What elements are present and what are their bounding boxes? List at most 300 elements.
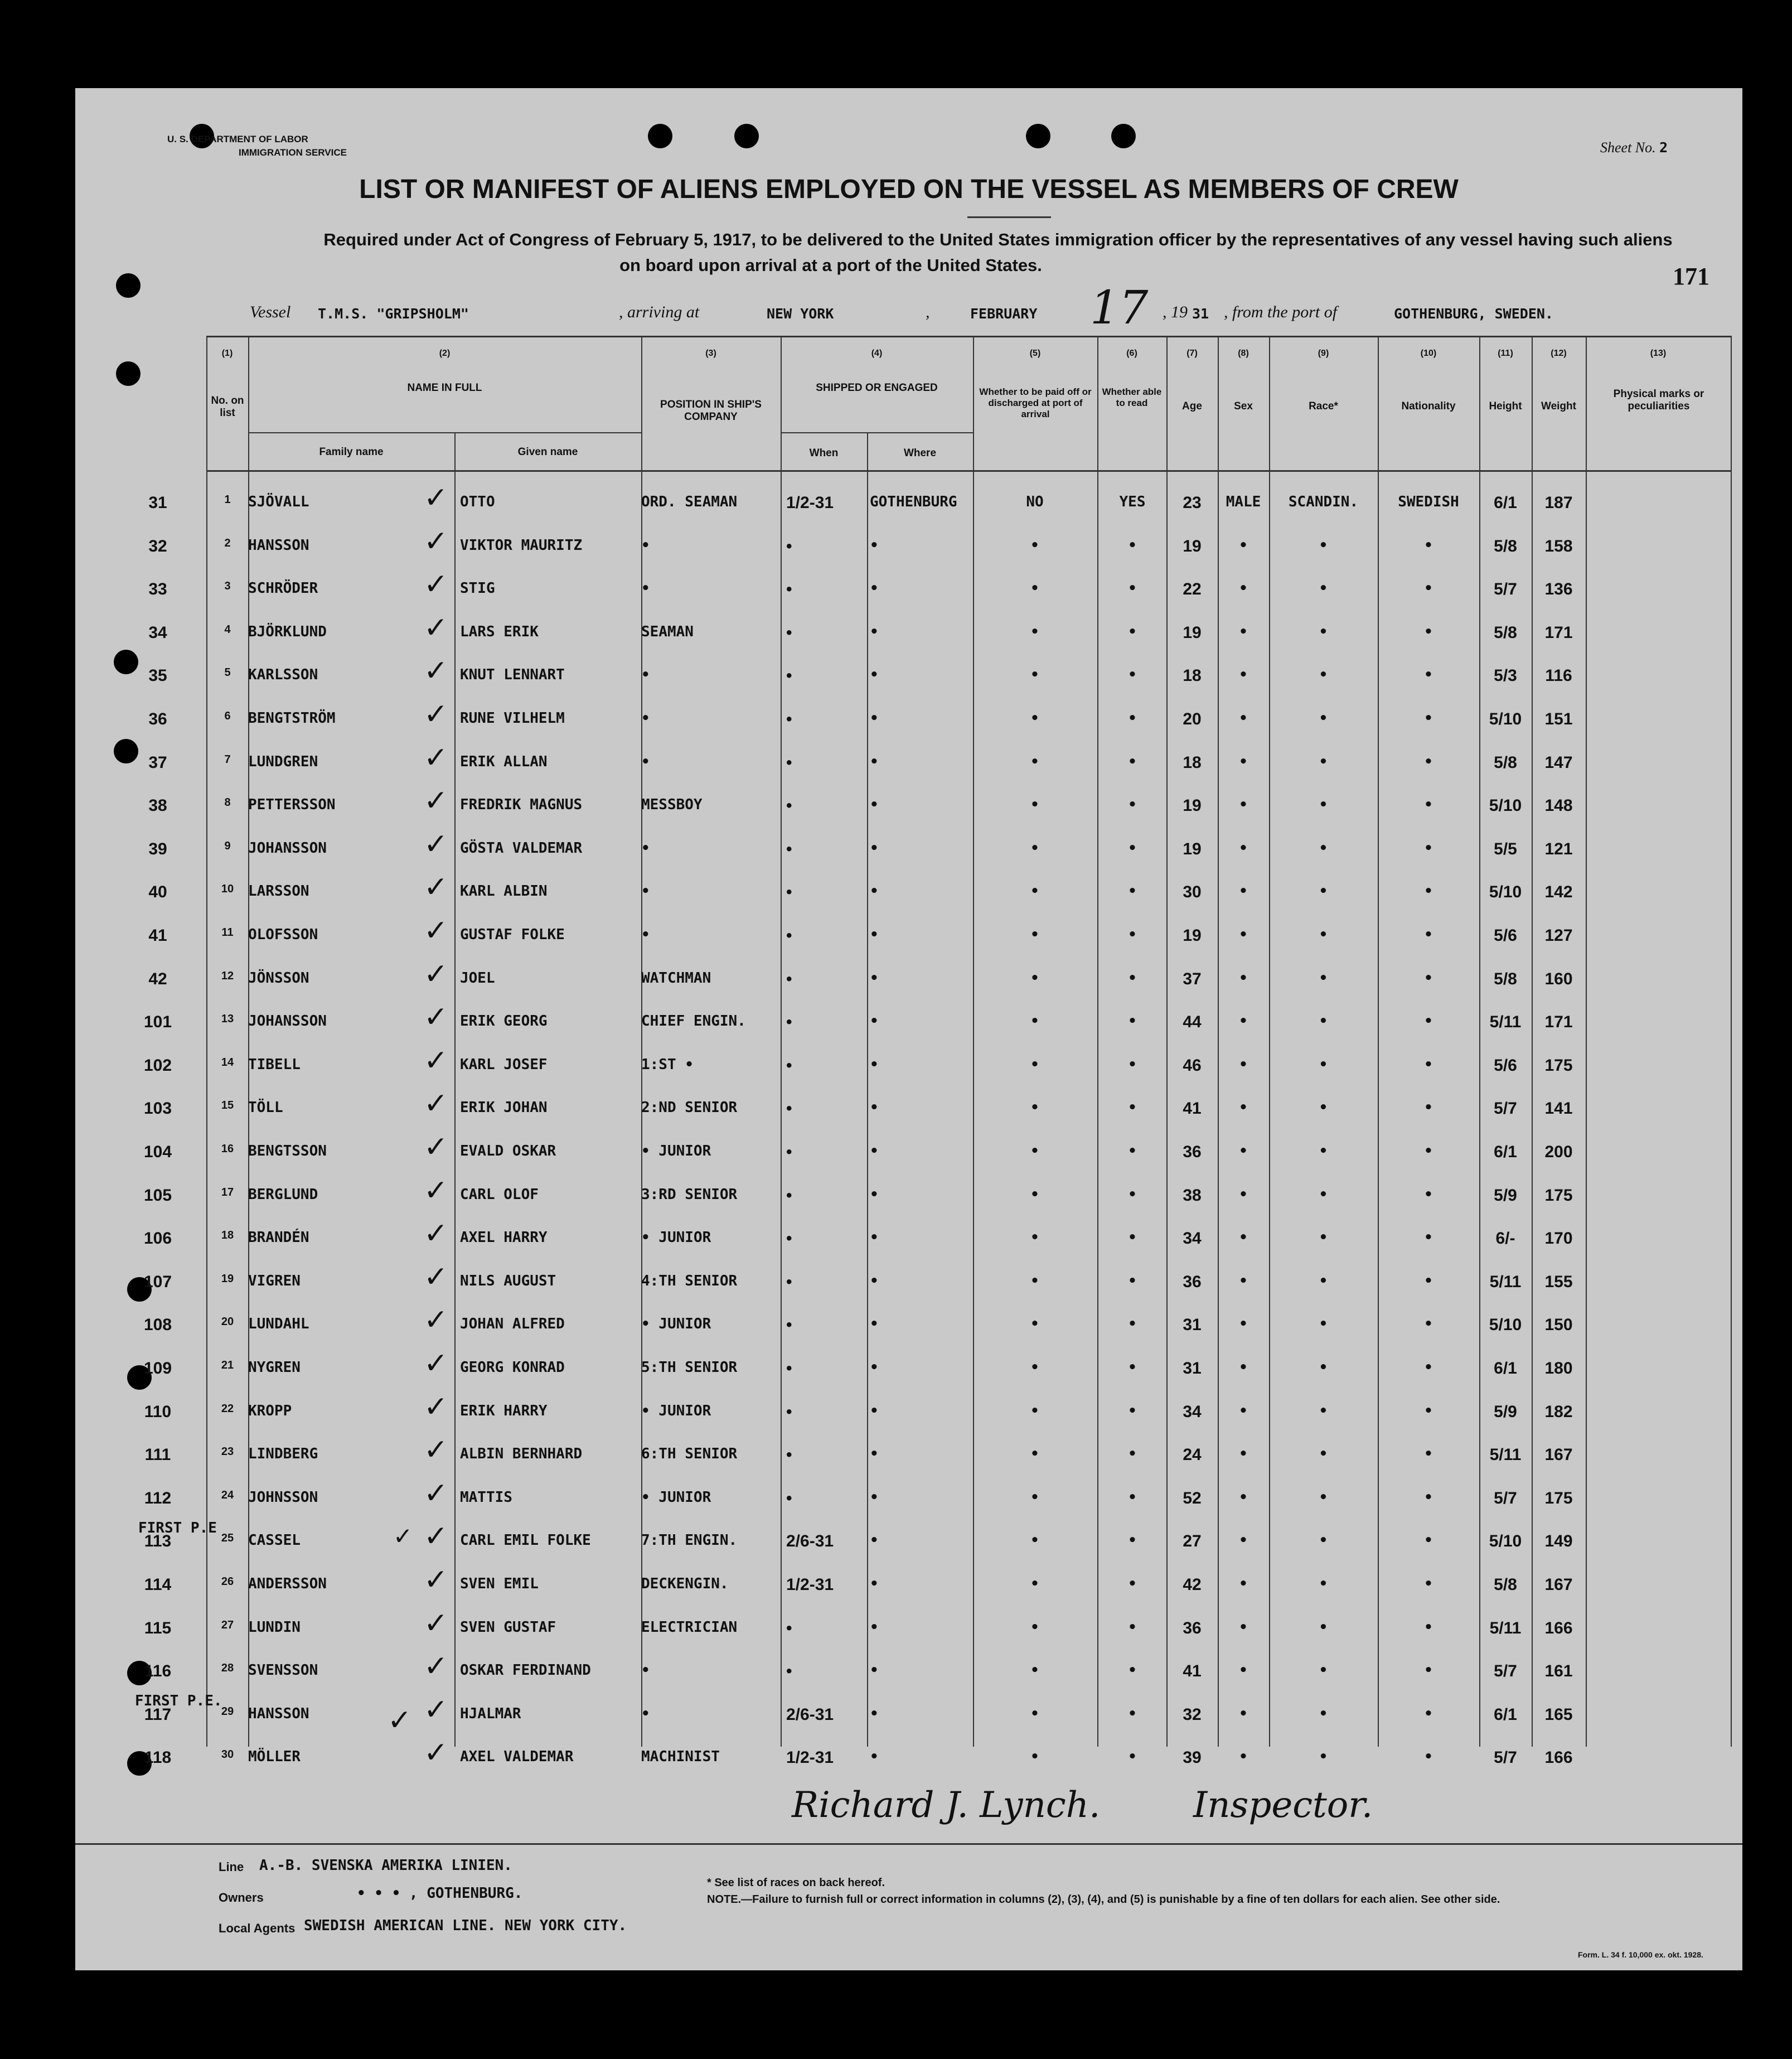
shipped-subheader-rule <box>781 432 973 433</box>
shipped-when: • <box>786 1099 792 1118</box>
given-name: ERIK HARRY <box>460 1403 548 1419</box>
family-name: BERGLUND <box>248 1186 318 1203</box>
height: 6/- <box>1495 1229 1515 1248</box>
race: • <box>1319 753 1328 770</box>
race: • <box>1319 840 1328 857</box>
race-note: * See list of races on back hereof. <box>707 1877 885 1889</box>
shipped-where: • <box>870 580 879 597</box>
sex: • <box>1239 796 1248 813</box>
height: 5/10 <box>1489 710 1522 728</box>
race: • <box>1319 1532 1328 1549</box>
row-margin-number: 32 <box>148 537 167 555</box>
position: • <box>641 666 650 683</box>
row-margin-number: 113 <box>144 1532 172 1550</box>
sex: • <box>1239 624 1248 640</box>
age: 30 <box>1183 883 1202 901</box>
first-pe-annotation: FIRST P.E <box>138 1520 217 1536</box>
position: MESSBOY <box>641 796 703 813</box>
age: 23 <box>1183 494 1202 512</box>
shipped-where: • <box>870 1099 879 1116</box>
able-to-read: • <box>1128 1532 1137 1549</box>
nationality: • <box>1424 796 1433 813</box>
shipped-when: • <box>786 1662 792 1680</box>
sex: • <box>1239 1662 1248 1679</box>
checkmark-icon: ✓ <box>424 1693 448 1727</box>
checkmark-icon: ✓ <box>424 828 448 861</box>
weight: 151 <box>1544 710 1573 728</box>
position: 5:TH SENIOR <box>641 1359 738 1376</box>
shipped-where: • <box>870 1619 879 1636</box>
nationality: • <box>1424 624 1433 640</box>
given-name: AXEL VALDEMAR <box>460 1748 574 1765</box>
weight: 116 <box>1545 666 1572 685</box>
position: • <box>641 537 650 554</box>
weight: 182 <box>1544 1403 1573 1421</box>
shipped-where: • <box>870 1403 879 1419</box>
race: • <box>1319 1229 1328 1246</box>
family-name: SVENSSON <box>248 1662 318 1679</box>
race: • <box>1319 1662 1328 1679</box>
row-number: 1 <box>224 494 231 506</box>
weight: 150 <box>1544 1316 1573 1334</box>
age: 36 <box>1183 1273 1202 1291</box>
col-num: (5) <box>1029 349 1041 358</box>
header-marks: Physical marks or peculiarities <box>1613 388 1704 412</box>
age: 37 <box>1183 970 1202 988</box>
able-to-read: • <box>1128 1013 1137 1030</box>
given-name: JOEL <box>460 970 495 987</box>
weight: 142 <box>1544 883 1573 901</box>
shipped-when: • <box>786 1316 792 1334</box>
col-num: (3) <box>705 349 716 358</box>
age: 31 <box>1183 1359 1202 1378</box>
shipped-when: • <box>786 926 792 945</box>
race: • <box>1319 796 1328 813</box>
able-to-read: YES <box>1119 494 1146 510</box>
paid-off: • <box>1030 666 1039 683</box>
age: 52 <box>1183 1489 1202 1507</box>
given-name: KARL ALBIN <box>460 883 548 900</box>
row-margin-number: 31 <box>148 494 167 512</box>
weight: 141 <box>1544 1099 1573 1118</box>
header-able-to-read: Whether able to read <box>1102 386 1162 408</box>
line-label: Line <box>219 1860 244 1874</box>
given-name: CARL EMIL FOLKE <box>460 1532 591 1549</box>
shipped-when: • <box>786 883 792 901</box>
nationality: • <box>1424 1575 1433 1592</box>
sex: • <box>1239 1748 1248 1765</box>
shipped-when: • <box>786 1273 792 1291</box>
shipped-when: • <box>786 1446 792 1464</box>
race: • <box>1319 1013 1328 1030</box>
given-name: CARL OLOF <box>460 1186 539 1203</box>
name-subheader-rule <box>248 432 641 433</box>
row-margin-number: 33 <box>148 580 167 598</box>
able-to-read: • <box>1128 1143 1137 1159</box>
row-number: 28 <box>221 1662 234 1674</box>
row-number: 4 <box>224 624 231 636</box>
sex: • <box>1239 970 1248 987</box>
weight: 200 <box>1544 1143 1573 1161</box>
owners-value: • • • , GOTHENBURG. <box>357 1885 523 1902</box>
sheet-label: Sheet No. <box>1600 139 1656 156</box>
extra-checkmark: ✓ <box>393 1522 413 1550</box>
height: 5/6 <box>1494 1056 1517 1075</box>
checkmark-icon: ✓ <box>424 525 448 558</box>
given-name: STIG <box>460 580 495 597</box>
row-number: 18 <box>221 1229 234 1241</box>
checkmark-icon: ✓ <box>424 958 448 991</box>
penalty-note: NOTE.—Failure to furnish full or correct information in columns (2), (3), (4), and (5) is punishable by a fine of ten dollars for each alien. See other side. <box>707 1893 1500 1906</box>
shipped-when: • <box>786 1403 792 1421</box>
row-number: 5 <box>224 666 231 679</box>
family-name: HANSSON <box>248 537 309 554</box>
header-when: When <box>809 447 839 459</box>
weight: 175 <box>1544 1186 1573 1205</box>
position: 6:TH SENIOR <box>641 1446 738 1462</box>
given-name: LARS ERIK <box>460 624 539 640</box>
paid-off: • <box>1030 970 1039 987</box>
sex: • <box>1239 1705 1248 1722</box>
weight: 158 <box>1544 537 1573 555</box>
row-number: 21 <box>221 1359 234 1371</box>
weight: 121 <box>1544 840 1573 858</box>
shipped-when: • <box>786 537 792 555</box>
form-number: Form. L. 34 f. 10,000 ex. okt. 1928. <box>1578 1950 1703 1959</box>
row-number: 14 <box>221 1056 234 1069</box>
nationality: • <box>1424 1403 1433 1419</box>
weight: 161 <box>1544 1662 1573 1680</box>
paid-off: • <box>1030 1099 1039 1116</box>
shipped-where: • <box>870 1273 879 1289</box>
height: 5/11 <box>1489 1446 1522 1464</box>
row-margin-number: 118 <box>144 1748 172 1767</box>
shipped-where: • <box>870 666 879 683</box>
col-num: (12) <box>1551 349 1567 358</box>
row-margin-number: 41 <box>148 926 167 945</box>
age: 36 <box>1183 1619 1202 1637</box>
position: 1:ST • <box>641 1056 694 1073</box>
family-name: TIBELL <box>248 1056 301 1073</box>
able-to-read: • <box>1128 537 1137 554</box>
row-margin-number: 34 <box>148 624 167 642</box>
shipped-where: • <box>870 710 879 727</box>
row-number: 16 <box>221 1143 234 1155</box>
paid-off: • <box>1030 1186 1039 1203</box>
able-to-read: • <box>1128 1446 1137 1462</box>
checkmark-icon: ✓ <box>424 1217 448 1250</box>
comma: , <box>926 303 930 321</box>
paid-off: • <box>1030 1056 1039 1073</box>
age: 32 <box>1183 1705 1202 1724</box>
row-number: 15 <box>221 1099 234 1111</box>
shipped-where: • <box>870 840 879 857</box>
paid-off: • <box>1030 1143 1039 1159</box>
checkmark-icon: ✓ <box>424 1087 448 1120</box>
family-name: BRANDÉN <box>248 1229 309 1246</box>
age: 31 <box>1183 1316 1202 1334</box>
port-value: GOTHENBURG, SWEDEN. <box>1394 306 1553 322</box>
shipped-where: GOTHENBURG <box>870 494 957 510</box>
row-margin-number: 105 <box>143 1186 172 1205</box>
shipped-when: • <box>786 1229 792 1248</box>
nationality: • <box>1424 840 1433 857</box>
first-pe-annotation: FIRST P.E. <box>135 1693 222 1709</box>
row-number: 11 <box>221 926 234 939</box>
sex: • <box>1239 753 1248 770</box>
able-to-read: • <box>1128 970 1137 987</box>
position: • JUNIOR <box>641 1489 711 1506</box>
position: • <box>641 1705 650 1722</box>
position: • JUNIOR <box>641 1403 711 1419</box>
shipped-where: • <box>870 1229 879 1246</box>
shipped-where: • <box>870 1186 879 1203</box>
sex: • <box>1239 1143 1248 1159</box>
given-name: FREDRIK MAGNUS <box>460 796 583 813</box>
col-divider <box>454 432 456 1747</box>
header-name-in-full: NAME IN FULL <box>407 382 482 394</box>
row-margin-number: 102 <box>143 1056 172 1075</box>
able-to-read: • <box>1128 1099 1137 1116</box>
row-margin-number: 111 <box>144 1446 171 1464</box>
nationality: • <box>1424 1662 1433 1679</box>
shipped-where: • <box>870 753 879 770</box>
header-given-name: Given name <box>517 446 578 458</box>
nationality: • <box>1424 970 1433 987</box>
year-prefix: , 19 <box>1163 303 1188 321</box>
owners-label: Owners <box>219 1891 264 1905</box>
binder-hole <box>1026 124 1050 148</box>
family-name: JÖNSSON <box>248 970 309 987</box>
sex: • <box>1239 1619 1248 1636</box>
checkmark-icon: ✓ <box>424 1260 448 1294</box>
checkmark-icon: ✓ <box>424 784 448 818</box>
paid-off: • <box>1030 1489 1039 1506</box>
header-nationality: Nationality <box>1401 400 1456 412</box>
race: • <box>1319 710 1328 727</box>
row-margin-number: 114 <box>144 1575 172 1594</box>
row-number: 29 <box>221 1705 234 1718</box>
position: ELECTRICIAN <box>641 1619 738 1636</box>
weight: 136 <box>1544 580 1573 598</box>
age: 34 <box>1183 1403 1202 1421</box>
row-margin-number: 117 <box>144 1705 172 1724</box>
row-number: 10 <box>221 883 234 895</box>
sex: • <box>1239 1186 1248 1203</box>
weight: 187 <box>1544 494 1573 512</box>
row-number: 19 <box>221 1273 234 1285</box>
checkmark-icon: ✓ <box>424 1044 448 1077</box>
shipped-when: • <box>786 1143 792 1161</box>
race: • <box>1319 1099 1328 1116</box>
header-shipped: SHIPPED OR ENGAGED <box>816 382 938 394</box>
age: 18 <box>1183 753 1202 772</box>
subtitle-line-2: on board upon arrival at a port of the United States. <box>619 255 1042 275</box>
extra-checkmark: ✓ <box>388 1704 412 1737</box>
sex: MALE <box>1226 494 1261 510</box>
sex: • <box>1239 1446 1248 1462</box>
given-name: AXEL HARRY <box>460 1229 548 1246</box>
age: 38 <box>1183 1186 1202 1205</box>
family-name: VIGREN <box>248 1273 301 1289</box>
paid-off: • <box>1030 1532 1039 1549</box>
weight: 175 <box>1544 1056 1573 1075</box>
family-name: KARLSSON <box>248 666 318 683</box>
row-number: 30 <box>221 1748 234 1761</box>
binder-hole <box>116 361 141 386</box>
position: • <box>641 840 650 857</box>
checkmark-icon: ✓ <box>424 1650 448 1683</box>
nationality: • <box>1424 1705 1433 1722</box>
nationality: • <box>1424 1013 1433 1030</box>
line-value: A.-B. SVENSKA AMERIKA LINIEN. <box>259 1857 512 1874</box>
able-to-read: • <box>1128 666 1137 683</box>
row-margin-number: 103 <box>143 1099 172 1118</box>
col-divider <box>1586 336 1587 1747</box>
shipped-where: • <box>870 1705 879 1722</box>
age: 19 <box>1183 796 1202 815</box>
given-name: GÖSTA VALDEMAR <box>460 840 583 857</box>
weight: 166 <box>1544 1619 1573 1637</box>
height: 5/10 <box>1489 1532 1522 1550</box>
nationality: • <box>1424 1359 1433 1376</box>
given-name: ERIK GEORG <box>460 1013 548 1030</box>
race: • <box>1319 883 1328 900</box>
race: • <box>1319 1489 1328 1506</box>
binder-hole <box>1111 124 1136 148</box>
shipped-where: • <box>870 883 879 900</box>
checkmark-icon: ✓ <box>424 1000 448 1034</box>
family-name: HANSSON <box>248 1705 309 1722</box>
given-name: SVEN EMIL <box>460 1575 539 1592</box>
shipped-when: • <box>786 1013 792 1031</box>
family-name: LUNDGREN <box>248 753 318 770</box>
row-number: 2 <box>224 537 231 549</box>
paid-off: • <box>1030 796 1039 813</box>
able-to-read: • <box>1128 1186 1137 1203</box>
height: 5/8 <box>1494 1575 1517 1594</box>
given-name: JOHAN ALFRED <box>460 1316 565 1332</box>
paid-off: • <box>1030 1619 1039 1636</box>
given-name: EVALD OSKAR <box>460 1143 556 1159</box>
paid-off: • <box>1030 840 1039 857</box>
checkmark-icon: ✓ <box>424 1563 448 1597</box>
able-to-read: • <box>1128 1229 1137 1246</box>
family-name: JOHNSSON <box>248 1489 318 1506</box>
col-num: (13) <box>1650 349 1667 358</box>
shipped-when: 2/6-31 <box>786 1532 834 1550</box>
weight: 167 <box>1544 1575 1573 1594</box>
checkmark-icon: ✓ <box>424 1477 448 1510</box>
binder-hole <box>116 273 141 298</box>
shipped-when: 1/2-31 <box>786 1748 834 1767</box>
able-to-read: • <box>1128 1619 1137 1636</box>
paid-off: • <box>1030 1403 1039 1419</box>
checkmark-icon: ✓ <box>424 1174 448 1207</box>
given-name: ERIK JOHAN <box>460 1099 548 1116</box>
height: 5/11 <box>1489 1273 1522 1291</box>
nationality: SWEDISH <box>1398 494 1459 510</box>
header-bottom-rule <box>206 470 1731 472</box>
height: 5/8 <box>1494 537 1517 555</box>
height: 5/9 <box>1494 1186 1517 1205</box>
row-margin-number: 104 <box>143 1143 172 1161</box>
row-number: 13 <box>221 1013 234 1025</box>
race: • <box>1319 1619 1328 1636</box>
paid-off: NO <box>1026 494 1044 510</box>
nationality: • <box>1424 1273 1433 1289</box>
age: 19 <box>1183 624 1202 642</box>
department-label <box>167 133 347 160</box>
paid-off: • <box>1030 537 1039 554</box>
agents-label: Local Agents <box>219 1921 296 1935</box>
able-to-read: • <box>1128 926 1137 943</box>
nationality: • <box>1424 1186 1433 1203</box>
age: 22 <box>1183 580 1202 598</box>
age: 19 <box>1183 840 1202 858</box>
nationality: • <box>1424 1489 1433 1506</box>
header-age: Age <box>1182 400 1202 412</box>
sex: • <box>1239 1359 1248 1376</box>
shipped-when: • <box>786 624 792 642</box>
sex: • <box>1239 1229 1248 1246</box>
col-divider <box>867 432 868 1747</box>
checkmark-icon: ✓ <box>424 698 448 731</box>
height: 5/7 <box>1494 1662 1517 1680</box>
able-to-read: • <box>1128 1403 1137 1419</box>
paid-off: • <box>1030 1705 1039 1722</box>
paid-off: • <box>1030 710 1039 727</box>
family-name: ANDERSSON <box>248 1575 327 1592</box>
family-name: PETTERSSON <box>248 796 336 813</box>
row-margin-number: 35 <box>148 666 167 685</box>
shipped-where: • <box>870 1056 879 1073</box>
row-margin-number: 101 <box>143 1013 172 1031</box>
year-value: 31 <box>1192 306 1209 322</box>
nationality: • <box>1424 883 1433 900</box>
shipped-where: • <box>870 796 879 813</box>
department-line: U. S. DEPARTMENT OF LABOR <box>167 134 308 144</box>
family-name: BENGTSSON <box>248 1143 327 1159</box>
row-margin-number: 107 <box>143 1273 172 1291</box>
row-number: 20 <box>221 1316 234 1328</box>
vessel-value: T.M.S. "GRIPSHOLM" <box>318 306 469 322</box>
row-margin-number: 37 <box>148 753 167 772</box>
row-number: 17 <box>221 1186 234 1198</box>
sex: • <box>1239 1273 1248 1289</box>
given-name: GUSTAF FOLKE <box>460 926 565 943</box>
shipped-when: 2/6-31 <box>786 1705 834 1724</box>
paid-off: • <box>1030 624 1039 640</box>
shipped-where: • <box>870 1013 879 1030</box>
race: • <box>1319 1359 1328 1376</box>
checkmark-icon: ✓ <box>424 1520 448 1553</box>
height: 5/10 <box>1489 883 1522 901</box>
race: • <box>1319 1705 1328 1722</box>
age: 34 <box>1183 1229 1202 1248</box>
col-num: (9) <box>1318 349 1329 358</box>
age: 18 <box>1183 666 1202 685</box>
row-margin-number: 106 <box>143 1229 172 1248</box>
shipped-where: • <box>870 1489 879 1506</box>
able-to-read: • <box>1128 1489 1137 1506</box>
nationality: • <box>1424 753 1433 770</box>
family-name: OLOFSSON <box>248 926 318 943</box>
given-name: KARL JOSEF <box>460 1056 548 1073</box>
sex: • <box>1239 710 1248 727</box>
sex: • <box>1239 580 1248 597</box>
shipped-when: • <box>786 580 792 598</box>
